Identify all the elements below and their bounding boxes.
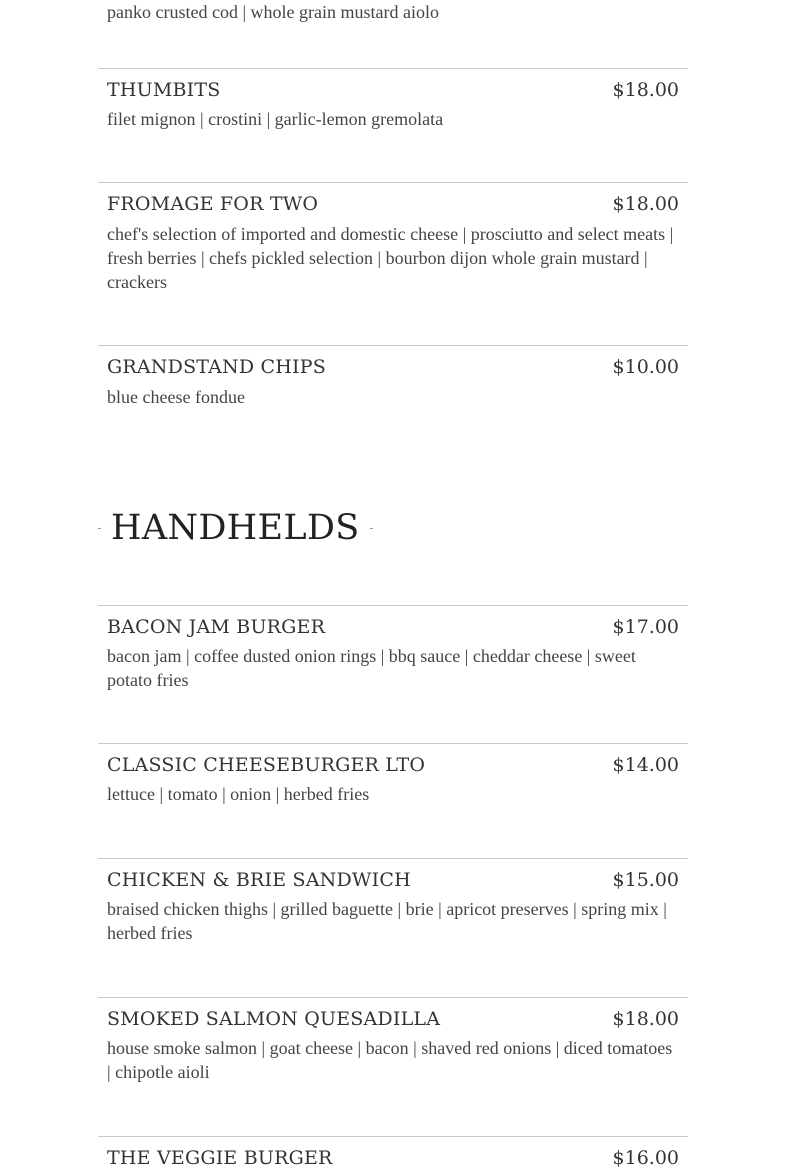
item-name: CLASSIC CHEESEBURGER LTO [107,754,426,776]
item-price: $16.00 [612,1147,679,1168]
menu-item-chicken-brie-sandwich [98,858,688,997]
item-description: blue cheese fondue [107,387,245,407]
item-description: panko crusted cod | whole grain mustard aiolo [107,2,440,22]
menu-item-smoked-salmon-quesadilla [98,997,688,1136]
item-price: $18.00 [612,193,679,215]
item-description: filet mignon | crostini | garlic-lemon gremolata [107,109,444,129]
item-name: CHICKEN & BRIE SANDWICH [107,869,411,891]
item-price: $10.00 [612,356,679,378]
heading-ornament [98,528,101,529]
menu-item-bacon-jam-burger [98,605,688,743]
item-description: house smoke salmon | goat cheese | bacon | shaved red onions | diced tomatoes | chipotle aioli [107,1038,673,1082]
menu-item-thumbits [98,68,688,182]
item-name: THE VEGGIE BURGER [107,1147,333,1168]
section-title: HANDHELDS [111,508,360,548]
item-name: BACON JAM BURGER [107,616,326,638]
item-price: $18.00 [612,1008,679,1030]
item-description: bacon jam | coffee dusted onion rings | bbq sauce | cheddar cheese | sweet potato fries [107,646,636,690]
item-price: $14.00 [612,754,679,776]
item-name: FROMAGE FOR TWO [107,193,319,215]
item-description: chef's selection of imported and domestic cheese | prosciutto and select meats | fresh berries | chefs pickled selection | bourbon dijon whole grain mustard | crackers [107,224,674,292]
heading-ornament [370,528,373,529]
item-name: SMOKED SALMON QUESADILLA [107,1008,441,1030]
menu-item-the-veggie-burger [98,1136,688,1168]
item-price: $15.00 [612,869,679,891]
item-price: $18.00 [612,79,679,101]
menu-item-classic-cheeseburger-lto [98,743,688,858]
item-description: braised chicken thighs | grilled baguette | brie | apricot preserves | spring mix | herbed fries [107,899,667,943]
menu-item-grandstand-chips [98,345,688,445]
menu-item-fromage-for-two [98,182,688,345]
item-price: $17.00 [612,616,679,638]
section-heading-handhelds [98,508,373,548]
item-description: lettuce | tomato | onion | herbed fries [107,784,370,804]
item-name: THUMBITS [107,79,221,101]
item-name: GRANDSTAND CHIPS [107,356,326,378]
